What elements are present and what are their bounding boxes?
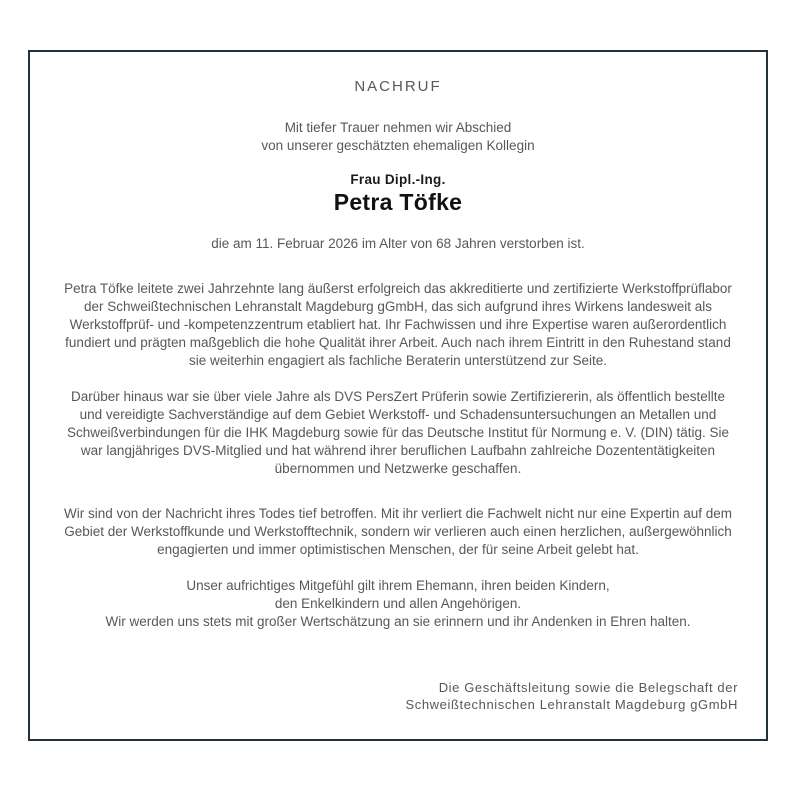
- death-date-line: die am 11. Februar 2026 im Alter von 68 Jahren verstorben ist.: [211, 236, 585, 251]
- paragraph-loss: Wir sind von der Nachricht ihres Todes tief betroffen. Mit ihr verliert die Fachwelt nicht nur eine Expertin auf dem Gebiet der Werkstoffkunde und Werkstofftechnik, sondern wir verlieren auch einen herzlichen, außergewöhnlich engagierten und immer optimistischen Menschen, der für seine Arbeit gelebt hat.: [63, 506, 733, 557]
- intro-block: [58, 119, 738, 155]
- obituary-frame: [28, 50, 768, 741]
- signature-line-1: Die Geschäftsleitung sowie die Belegschaft der: [438, 680, 738, 695]
- deceased-name: Petra Töfke: [333, 189, 463, 215]
- condolence-line-2: den Enkelkindern und allen Angehörigen.: [274, 596, 522, 611]
- signature-line-2: Schweißtechnischen Lehranstalt Magdeburg gGmbH: [405, 697, 738, 712]
- paragraph-expert-roles: Darüber hinaus war sie über viele Jahre als DVS PersZert Prüferin sowie Zertifiziererin, als öffentlich bestellte und vereidigte Sachverständige auf dem Gebiet Werkstoff- und Schadensuntersuchungen an Metallen und Schweißverbindungen für die IHK Magdeburg sowie für das Deutsche Institut für Normung e. V. (DIN) tätig. Sie war langjähriges DVS-Mitglied und hat während ihrer beruflichen Laufbahn zahlreiche Dozententätigkeiten übernommen und Netzwerke geschaffen.: [66, 389, 730, 476]
- signature-block: [58, 679, 738, 713]
- deceased-salutation: Frau Dipl.-Ing.: [350, 172, 446, 187]
- obituary-title: NACHRUF: [354, 78, 442, 95]
- condolence-block: [58, 577, 738, 631]
- condolence-line-3: Wir werden uns stets mit großer Wertschätzung an sie erinnern und ihr Andenken in Ehren halten.: [105, 614, 691, 629]
- intro-line-2: von unserer geschätzten ehemaligen Kollegin: [261, 138, 535, 153]
- condolence-line-1: Unser aufrichtiges Mitgefühl gilt ihrem Ehemann, ihren beiden Kindern,: [186, 578, 610, 593]
- paragraph-career: Petra Töfke leitete zwei Jahrzehnte lang äußerst erfolgreich das akkreditierte und zertifizierte Werkstoffprüflabor der Schweißtechnischen Lehranstalt Magdeburg gGmbH, das sich aufgrund ihres Wirkens landesweit als Werkstoffprüf- und -kompetenzzentrum etabliert hat. Ihr Fachwissen und ihre Expertise waren außerordentlich fundiert und prägten maßgeblich die hohe Qualität ihrer Arbeit. Auch nach ihrem Eintritt in den Ruhestand stand sie weiterhin engagiert als fachliche Beraterin unterstützend zur Seite.: [64, 281, 732, 368]
- intro-line-1: Mit tiefer Trauer nehmen wir Abschied: [284, 120, 512, 135]
